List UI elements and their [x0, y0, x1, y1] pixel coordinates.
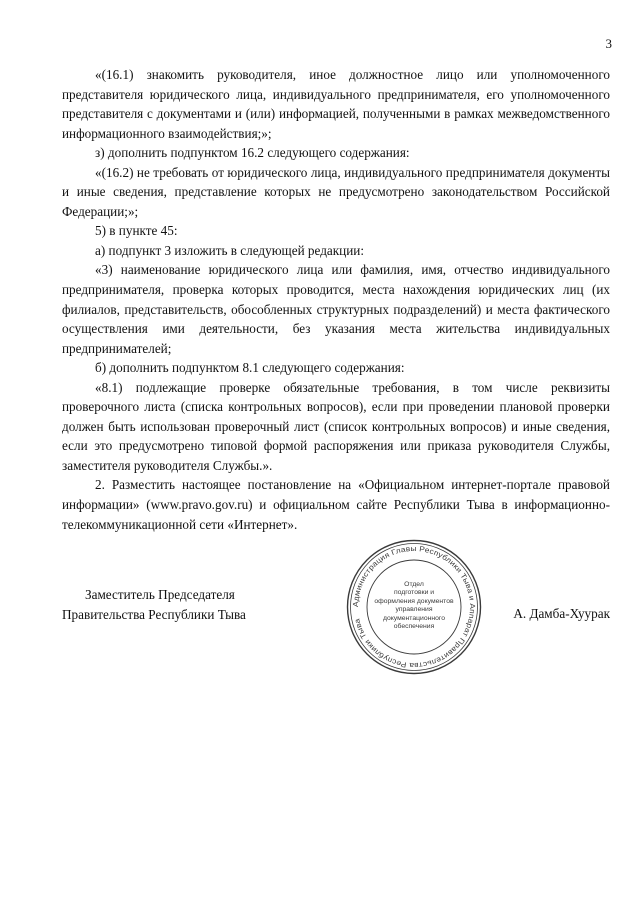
stamp-center-line: обеспечения	[393, 623, 435, 631]
stamp-center-line: Отдел	[404, 581, 424, 588]
document-body	[62, 65, 610, 534]
signatory-position	[62, 585, 246, 624]
official-stamp	[345, 538, 483, 676]
paragraph-z: з) дополнить подпунктом 16.2 следующего содержания:	[95, 145, 410, 161]
paragraph-b: б) дополнить подпунктом 8.1 следующего содержания:	[95, 360, 405, 376]
page-number: 3	[605, 36, 612, 51]
paragraph-a: а) подпункт 3 изложить в следующей редакции:	[95, 242, 365, 258]
stamp-ring-text: Администрация Главы Республики Тыва и Аппарат Правительства Республики Тыва	[350, 543, 478, 671]
paragraph-3: «3) наименование юридического лица или фамилия, имя, отчество индивидуального предпринимателя, проверка которых проводится, места нахождения юридических лиц (их филиалов, представительств, обособленных структурных подразделений) и места фактического осуществления ими деятельности, без указания места жительства индивидуальных предпринимателей;	[62, 262, 610, 356]
signatory-position-line-1: Заместитель Председателя	[85, 587, 235, 602]
stamp-center-line: документационного	[382, 614, 445, 622]
paragraph-16-1: «(16.1) знакомить руководителя, иное должностное лицо или уполномоченного представителя юридического лица, индивидуального предпринимателя, его уполномоченного представителя с документами и (или) информацией, полученными в рамках межведомственного информационного взаимодействия;»;	[62, 67, 610, 141]
signatory-name: А. Дамба-Хуурак	[513, 606, 610, 621]
stamp-center-text	[372, 581, 456, 631]
stamp-center-line: подготовки и	[393, 589, 435, 597]
signatory-position-line-2: Правительства Республики Тыва	[62, 606, 246, 622]
stamp-center-line: управления	[395, 606, 433, 614]
paragraph-5: 5) в пункте 45:	[95, 223, 178, 239]
paragraph-2: 2. Разместить настоящее постановление на «Официальном интернет-портале правовой информации» (www.pravo.gov.ru) и официальном сайте Республики Тыва в информационно-телекоммуникационной сети «Интернет».	[62, 477, 610, 532]
stamp-center-line: оформления документов	[374, 597, 454, 605]
paragraph-16-2: «(16.2) не требовать от юридического лица, индивидуального предпринимателя документы и иные сведения, представление которых не предусмотрено законодательством Российской Федерации;»;	[62, 164, 610, 219]
paragraph-8-1: «8.1) подлежащие проверке обязательные требования, в том числе реквизиты проверочного листа (списка контрольных вопросов), если при проведении плановой проверки должен быть использован проверочный лист (список контрольных вопросов) и иные сведения, если это предусмотрено типовой формой распоряжения или приказа руководителя Службы, заместителя руководителя Службы.».	[62, 379, 610, 473]
